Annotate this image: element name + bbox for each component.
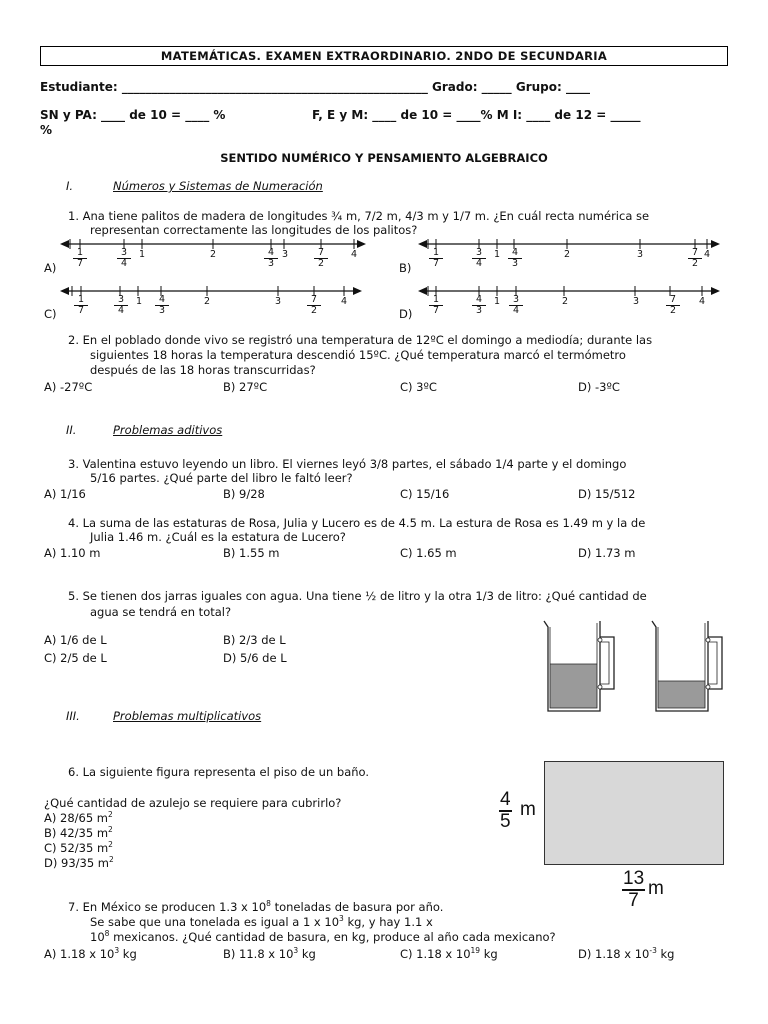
q4-line-2: Julia 1.46 m. ¿Cuál es la estatura de Lucero?: [90, 530, 346, 544]
q7-exp-3: 8: [104, 929, 110, 938]
q7-line-2a: Se sabe que una tonelada es igual a 1 x 10: [90, 914, 340, 929]
q7-option-b[interactable]: [223, 946, 316, 961]
q2-line-1: 2. En el poblado donde vivo se registró una temperatura de 12ºC el domingo a mediodía; durante las: [68, 333, 653, 347]
frac-den: 2: [310, 305, 318, 316]
frac-den: 4: [512, 305, 520, 316]
q4-line-1: 4. La suma de las estaturas de Rosa, Julia y Lucero es de 4.5 m. La estura de Rosa es 1.49 m y la de: [68, 516, 646, 530]
q2-option-a[interactable]: A) -27ºC: [44, 380, 93, 394]
frac-one-seventh: [429, 248, 443, 269]
q2-line-3: después de las 18 horas transcurridas?: [90, 363, 316, 377]
frac-den: 7: [77, 305, 85, 316]
q7-option-b-text: B) 11.8 x 10: [223, 946, 294, 961]
q6-question: ¿Qué cantidad de azulejo se requiere para cubrirlo?: [44, 796, 342, 810]
bathroom-floor-rectangle: [544, 761, 724, 865]
section-3-title: Problemas multiplicativos: [113, 709, 262, 723]
number-line-b: [418, 238, 724, 254]
width-unit: m: [648, 878, 664, 899]
tick-3: 3: [637, 249, 644, 260]
frac-den: 3: [158, 305, 166, 316]
q6-option-a[interactable]: [44, 810, 113, 825]
q3-line-2: 5/16 partes. ¿Qué parte del libro le faltó leer?: [90, 471, 353, 485]
frac-num: 1: [429, 248, 443, 259]
q7-option-b-unit: kg: [298, 946, 316, 961]
tick-3: 3: [275, 296, 282, 307]
q7-option-c[interactable]: [400, 946, 498, 961]
frac-den: 7: [432, 258, 440, 269]
frac-den: 2: [691, 258, 699, 269]
height-den: 5: [500, 811, 511, 832]
sq-exponent: 2: [108, 840, 113, 849]
sq-exponent: 2: [108, 810, 113, 819]
q7-option-a[interactable]: [44, 946, 137, 961]
tick-1: 1: [494, 296, 501, 307]
q6-option-b-text: B) 42/35 m: [44, 825, 109, 840]
score-percent: %: [40, 123, 53, 137]
q5-option-c[interactable]: C) 2/5 de L: [44, 651, 107, 665]
q5-line-1: 5. Se tienen dos jarras iguales con agua. Una tiene ½ de litro y la otra 1/3 de litro: ¿Qué cantidad de: [68, 589, 647, 603]
q6-option-c-text: C) 52/35 m: [44, 840, 109, 855]
frac-num: 3: [509, 295, 523, 306]
q5-option-d[interactable]: D) 5/6 de L: [223, 651, 287, 665]
frac-den: 3: [511, 258, 519, 269]
jug-third-liter-icon: [648, 615, 728, 715]
frac-three-fourths: [472, 248, 486, 269]
jug-half-liter-icon: [540, 615, 620, 715]
frac-num: 7: [666, 295, 680, 306]
q7-option-a-unit: kg: [119, 946, 137, 961]
q2-option-d[interactable]: D) -3ºC: [578, 380, 620, 394]
tick-3: 3: [633, 296, 640, 307]
frac-four-thirds: [264, 248, 278, 269]
q1-text: 1. Ana tiene palitos de madera de longitudes ¾ m, 7/2 m, 4/3 m y 1/7 m. ¿En cuál recta numérica se: [68, 209, 650, 223]
tick-4: 4: [351, 249, 358, 260]
q3-option-c[interactable]: C) 15/16: [400, 487, 450, 501]
option-c-label[interactable]: C): [44, 307, 57, 321]
frac-num: 4: [472, 295, 486, 306]
tick-2: 2: [204, 296, 211, 307]
q3-option-d[interactable]: D) 15/512: [578, 487, 636, 501]
frac-one-seventh: [73, 248, 87, 269]
tick-1: 1: [494, 249, 501, 260]
tick-2: 2: [562, 296, 569, 307]
q7-option-d-exp: -3: [649, 946, 657, 955]
frac-num: 1: [429, 295, 443, 306]
frac-num: 3: [472, 248, 486, 259]
tick-1: 1: [139, 249, 146, 260]
q6-option-c[interactable]: [44, 840, 113, 855]
section-1-number: I.: [66, 179, 74, 193]
q7-line-1: [68, 899, 443, 914]
frac-num: 4: [508, 248, 522, 259]
q6-option-d[interactable]: [44, 855, 114, 870]
frac-den: 2: [669, 305, 677, 316]
q2-line-2: siguientes 18 horas la temperatura descendió 15ºC. ¿Qué temperatura marcó el termómetro: [90, 348, 626, 362]
q5-option-b[interactable]: B) 2/3 de L: [223, 633, 286, 647]
frac-num: 7: [307, 295, 321, 306]
sq-exponent: 2: [108, 825, 113, 834]
section-2-number: II.: [66, 423, 77, 437]
tick-2: 2: [564, 249, 571, 260]
width-den: 7: [628, 890, 639, 911]
width-num: 13: [623, 868, 645, 889]
frac-num: 1: [74, 295, 88, 306]
q6-option-b[interactable]: [44, 825, 113, 840]
option-b-label[interactable]: B): [399, 261, 412, 275]
section-2-title: Problemas aditivos: [113, 423, 223, 437]
tick-4: 4: [704, 249, 711, 260]
frac-seven-halves: [666, 295, 680, 316]
q7-option-c-exp: 19: [470, 946, 481, 955]
frac-num: 3: [114, 295, 128, 306]
q6-line-1: 6. La siguiente figura representa el piso de un baño.: [68, 765, 370, 779]
q6-option-d-text: D) 93/35 m: [44, 855, 109, 870]
q4-option-b[interactable]: B) 1.55 m: [223, 546, 280, 560]
q7-exp-2: 3: [339, 914, 344, 923]
q7-option-a-exp: 3: [114, 946, 120, 955]
q4-option-d[interactable]: D) 1.73 m: [578, 546, 636, 560]
q7-line-3b: mexicanos. ¿Qué cantidad de basura, en kg, produce al año cada mexicano?: [109, 929, 556, 944]
q2-option-c[interactable]: C) 3ºC: [400, 380, 437, 394]
q7-option-d[interactable]: [578, 946, 674, 961]
frac-den: 3: [475, 305, 483, 316]
section-3-number: III.: [66, 709, 80, 723]
exam-title: MATEMÁTICAS. EXAMEN EXTRAORDINARIO. 2NDO DE SECUNDARIA: [40, 46, 728, 66]
frac-den: 3: [267, 258, 275, 269]
q5-option-a[interactable]: A) 1/6 de L: [44, 633, 107, 647]
frac-den: 4: [475, 258, 483, 269]
section-1-title: Números y Sistemas de Numeración: [113, 179, 323, 193]
q7-option-c-text: C) 1.18 x 10: [400, 946, 471, 961]
q4-option-c[interactable]: C) 1.65 m: [400, 546, 457, 560]
tick-3: 3: [282, 249, 289, 260]
frac-num: 1: [73, 248, 87, 259]
frac-one-seventh: [429, 295, 443, 316]
section-main-title: SENTIDO NUMÉRICO Y PENSAMIENTO ALGEBRAICO: [220, 151, 548, 165]
height-unit: m: [520, 799, 536, 820]
sq-exponent: 2: [109, 855, 114, 864]
tick-4: 4: [699, 296, 706, 307]
frac-den: 2: [317, 258, 325, 269]
q7-line-1a: 7. En México se producen 1.3 x 10: [68, 899, 267, 914]
frac-four-thirds: [155, 295, 169, 316]
q5-line-2: agua se tendrá en total?: [90, 605, 232, 619]
q7-option-d-text: D) 1.18 x 10: [578, 946, 650, 961]
frac-num: 3: [117, 248, 131, 259]
height-fraction: [499, 790, 512, 832]
frac-three-fourths: [114, 295, 128, 316]
frac-den: 7: [432, 305, 440, 316]
q7-line-3a: 10: [90, 929, 105, 944]
width-fraction: [622, 869, 645, 911]
frac-four-thirds: [508, 248, 522, 269]
tick-2: 2: [210, 249, 217, 260]
q7-option-d-unit: kg: [656, 946, 675, 961]
tick-4: 4: [341, 296, 348, 307]
q2-option-b[interactable]: B) 27ºC: [223, 380, 268, 394]
frac-seven-halves: [307, 295, 321, 316]
frac-den: 4: [120, 258, 128, 269]
score-fem-mi: F, E y M: ____ de 10 = ____% M I: ____ de 12 = _____: [312, 108, 641, 122]
frac-three-fourths: [117, 248, 131, 269]
student-line: Estudiante: ___________________________________________________ Grado: _____ Grupo: ____: [40, 80, 590, 94]
frac-den: 7: [76, 258, 84, 269]
q4-option-a[interactable]: A) 1.10 m: [44, 546, 101, 560]
q7-line-2b: kg, y hay 1.1 x: [343, 914, 433, 929]
frac-three-fourths: [509, 295, 523, 316]
frac-seven-halves: [688, 248, 702, 269]
frac-seven-halves: [314, 248, 328, 269]
frac-den: 4: [117, 305, 125, 316]
frac-one-seventh: [74, 295, 88, 316]
frac-four-thirds: [472, 295, 486, 316]
q1-text-2: representan correctamente las longitudes de los palitos?: [90, 223, 418, 237]
q7-line-2: [90, 914, 433, 929]
q7-line-3: [90, 929, 556, 944]
frac-num: 7: [688, 248, 702, 259]
q7-option-c-unit: kg: [480, 946, 498, 961]
frac-num: 4: [155, 295, 169, 306]
score-sn-pa: SN y PA: ____ de 10 = ____ %: [40, 108, 226, 122]
height-num: 4: [500, 789, 511, 810]
frac-num: 7: [314, 248, 328, 259]
q7-option-a-text: A) 1.18 x 10: [44, 946, 115, 961]
q3-option-b[interactable]: B) 9/28: [223, 487, 265, 501]
q3-line-1: 3. Valentina estuvo leyendo un libro. El viernes leyó 3/8 partes, el sábado 1/4 parte y el domingo: [68, 457, 627, 471]
q7-exp-1: 8: [266, 899, 271, 908]
q7-line-1b: toneladas de basura por año.: [270, 899, 444, 914]
q3-option-a[interactable]: A) 1/16: [44, 487, 86, 501]
q7-option-b-exp: 3: [293, 946, 299, 955]
option-d-label[interactable]: D): [399, 307, 413, 321]
tick-1: 1: [136, 296, 143, 307]
frac-num: 4: [264, 248, 278, 259]
option-a-label[interactable]: A): [44, 261, 57, 275]
q6-option-a-text: A) 28/65 m: [44, 810, 109, 825]
